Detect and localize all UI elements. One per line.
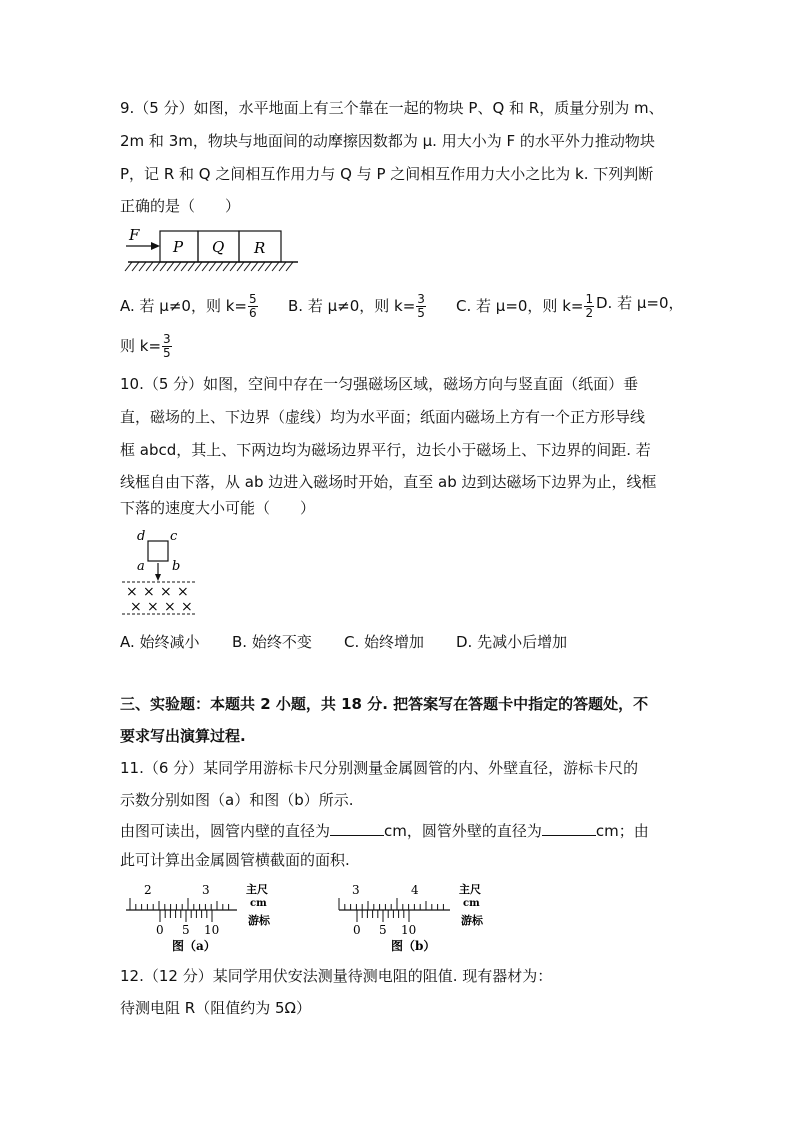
q11-text-c: cm；由 (595, 822, 649, 840)
vernier-label-5: 5 (182, 923, 190, 937)
main-scale-ticks (130, 898, 229, 910)
q11-line-1: 11.（6 分）某同学用游标卡尺分别测量金属圆管的内、外壁直径，游标卡尺的 (120, 759, 639, 777)
block-q-label: Q (212, 238, 225, 256)
q10-line-2: 直，磁场的上、下边界（虚线）均为水平面；纸面内磁场上方有一个正方形导线 (120, 408, 646, 426)
force-arrowhead-icon (151, 242, 160, 250)
q11-text-b: cm，圆管外壁的直径为 (384, 822, 542, 840)
q10-line-4: 线框自由下落，从 ab 边进入磁场时开始，直至 ab 边到达磁场下边界为止，线框 (120, 473, 657, 491)
figure-caption-a: 图（a） (172, 939, 216, 953)
q11-line-3 (120, 820, 649, 841)
q9-line-1: 9.（5 分）如图，水平地面上有三个靠在一起的物块 P、Q 和 R，质量分别为 m、 (120, 99, 664, 117)
numerator: 1 (585, 292, 594, 306)
q12-line-2: 待测电阻 R（阻值约为 5Ω） (120, 999, 311, 1017)
q9-line-4: 正确的是（ ） (120, 197, 241, 215)
fall-arrowhead-icon (155, 574, 161, 581)
ground-hatch-line (209, 262, 216, 271)
field-cross-icon: × (177, 584, 189, 600)
q9-line-2: 2m 和 3m，物块与地面间的动摩擦因数都为 μ. 用大小为 F 的水平外力推动物块 (120, 132, 655, 150)
vernier-label-0: 0 (156, 923, 164, 937)
main-label-3: 3 (352, 883, 360, 897)
fraction (584, 293, 594, 320)
vernier-scale-name: 游标 (248, 914, 270, 927)
vernier-caliper-b (335, 880, 515, 955)
ground-hatch-line (174, 262, 181, 271)
q10-line-5: 下落的速度大小可能（ ） (120, 499, 316, 517)
q12-line-1: 12.（12 分）某同学用伏安法测量待测电阻的阻值. 现有器材为： (120, 967, 553, 985)
outer-diameter-blank[interactable] (542, 820, 596, 836)
ground-hatch-line (160, 262, 167, 271)
ground-hatch-line (258, 262, 265, 271)
numerator: 5 (248, 292, 257, 306)
main-scale-name: 主尺 (459, 883, 481, 896)
ground-hatch-line (167, 262, 174, 271)
ground-hatch-line (279, 262, 286, 271)
q10-option-b[interactable]: B. 始终不变 (232, 633, 312, 651)
q9-option-a-text: A. 若 μ≠0，则 k= (120, 297, 247, 315)
q9-option-d[interactable] (596, 293, 684, 313)
q9-option-c-text: C. 若 μ=0，则 k= (456, 297, 584, 315)
vernier-label-5: 5 (379, 923, 387, 937)
ground-hatching (125, 262, 293, 271)
denominator: 5 (417, 306, 425, 320)
wire-frame (148, 541, 168, 561)
ground-hatch-line (244, 262, 251, 271)
q9-option-d-text-2: 则 k= (120, 337, 162, 355)
q9-option-b[interactable] (288, 293, 427, 320)
force-label: F (129, 226, 140, 244)
field-crosses (126, 584, 193, 615)
ground-hatch-line (216, 262, 223, 271)
q9-line-3: P，记 R 和 Q 之间相互作用力与 Q 与 P 之间相互作用力大小之比为 k. 下列判断 (120, 165, 654, 183)
vernier-label-10: 10 (204, 923, 220, 937)
ground-hatch-line (188, 262, 195, 271)
field-cross-icon: × (130, 599, 142, 615)
vernier-scale-name: 游标 (461, 914, 483, 927)
q10-option-c[interactable]: C. 始终增加 (344, 633, 425, 651)
q9-option-a[interactable] (120, 293, 259, 320)
q10-line-3: 框 abcd，其上、下两边均为磁场边界平行，边长小于磁场上、下边界的间距. 若 (120, 441, 651, 459)
corner-c: c (170, 529, 178, 544)
unit-label: cm (463, 898, 480, 909)
ground-hatch-line (272, 262, 279, 271)
section-3-heading-1: 三、实验题：本题共 2 小题，共 18 分. 把答案写在答题卡中指定的答题处，不 (120, 695, 649, 713)
ground-hatch-line (139, 262, 146, 271)
fraction (416, 293, 426, 320)
ground-hatch-line (181, 262, 188, 271)
q9-blocks-figure (120, 225, 310, 275)
unit-label: cm (250, 898, 267, 909)
q9-option-d-continued[interactable] (120, 333, 173, 360)
fraction (248, 293, 258, 320)
field-cross-icon: × (126, 584, 138, 600)
q11-line-2: 示数分别如图（a）和图（b）所示. (120, 791, 354, 809)
q9-option-d-text: D. 若 μ=0， (596, 294, 684, 312)
denominator: 2 (585, 306, 594, 320)
vernier-caliper-a (122, 880, 302, 955)
block-r-label: R (254, 239, 266, 257)
main-label-3: 3 (202, 883, 210, 897)
fraction (162, 333, 172, 360)
ground-hatch-line (286, 262, 293, 271)
vernier-ticks (357, 910, 409, 922)
vernier-label-10: 10 (401, 923, 417, 937)
ground-hatch-line (132, 262, 139, 271)
denominator: 5 (163, 346, 171, 360)
q11-line-4: 此可计算出金属圆管横截面的面积. (120, 851, 350, 869)
ground-hatch-line (125, 262, 132, 271)
q9-option-b-text: B. 若 μ≠0，则 k= (288, 297, 416, 315)
ground-hatch-line (265, 262, 272, 271)
ground-hatch-line (195, 262, 202, 271)
denominator: 6 (248, 306, 257, 320)
main-label-2: 2 (144, 883, 152, 897)
q10-option-d[interactable]: D. 先减小后增加 (456, 633, 568, 651)
field-cross-icon: × (160, 584, 172, 600)
q10-option-a[interactable]: A. 始终减小 (120, 633, 200, 651)
main-scale-ticks (339, 898, 443, 910)
ground-hatch-line (251, 262, 258, 271)
figure-caption-b: 图（b） (391, 939, 436, 953)
ground-hatch-line (202, 262, 209, 271)
field-cross-icon: × (143, 584, 155, 600)
q10-magnetic-field-figure (120, 526, 200, 618)
vernier-label-0: 0 (353, 923, 361, 937)
ground-hatch-line (230, 262, 237, 271)
ground-hatch-line (223, 262, 230, 271)
q10-line-1: 10.（5 分）如图，空间中存在一匀强磁场区域，磁场方向与竖直面（纸面）垂 (120, 375, 639, 393)
field-cross-icon: × (147, 599, 159, 615)
vernier-ticks (160, 910, 212, 922)
block-p-label: P (173, 238, 184, 256)
numerator: 3 (417, 292, 425, 306)
ground-hatch-line (237, 262, 244, 271)
field-cross-icon: × (164, 599, 176, 615)
inner-diameter-blank[interactable] (330, 820, 384, 836)
corner-d: d (137, 529, 146, 544)
main-scale-name: 主尺 (246, 883, 268, 896)
q9-option-c[interactable] (456, 293, 595, 320)
ground-hatch-line (146, 262, 153, 271)
section-3-heading-2: 要求写出演算过程. (120, 727, 246, 745)
ground-hatch-line (153, 262, 160, 271)
numerator: 3 (163, 332, 171, 346)
corner-a: a (137, 559, 145, 574)
main-label-4: 4 (411, 883, 419, 897)
q11-text-a: 由图可读出，圆管内壁的直径为 (120, 822, 331, 840)
field-cross-icon: × (181, 599, 193, 615)
corner-b: b (172, 559, 181, 574)
